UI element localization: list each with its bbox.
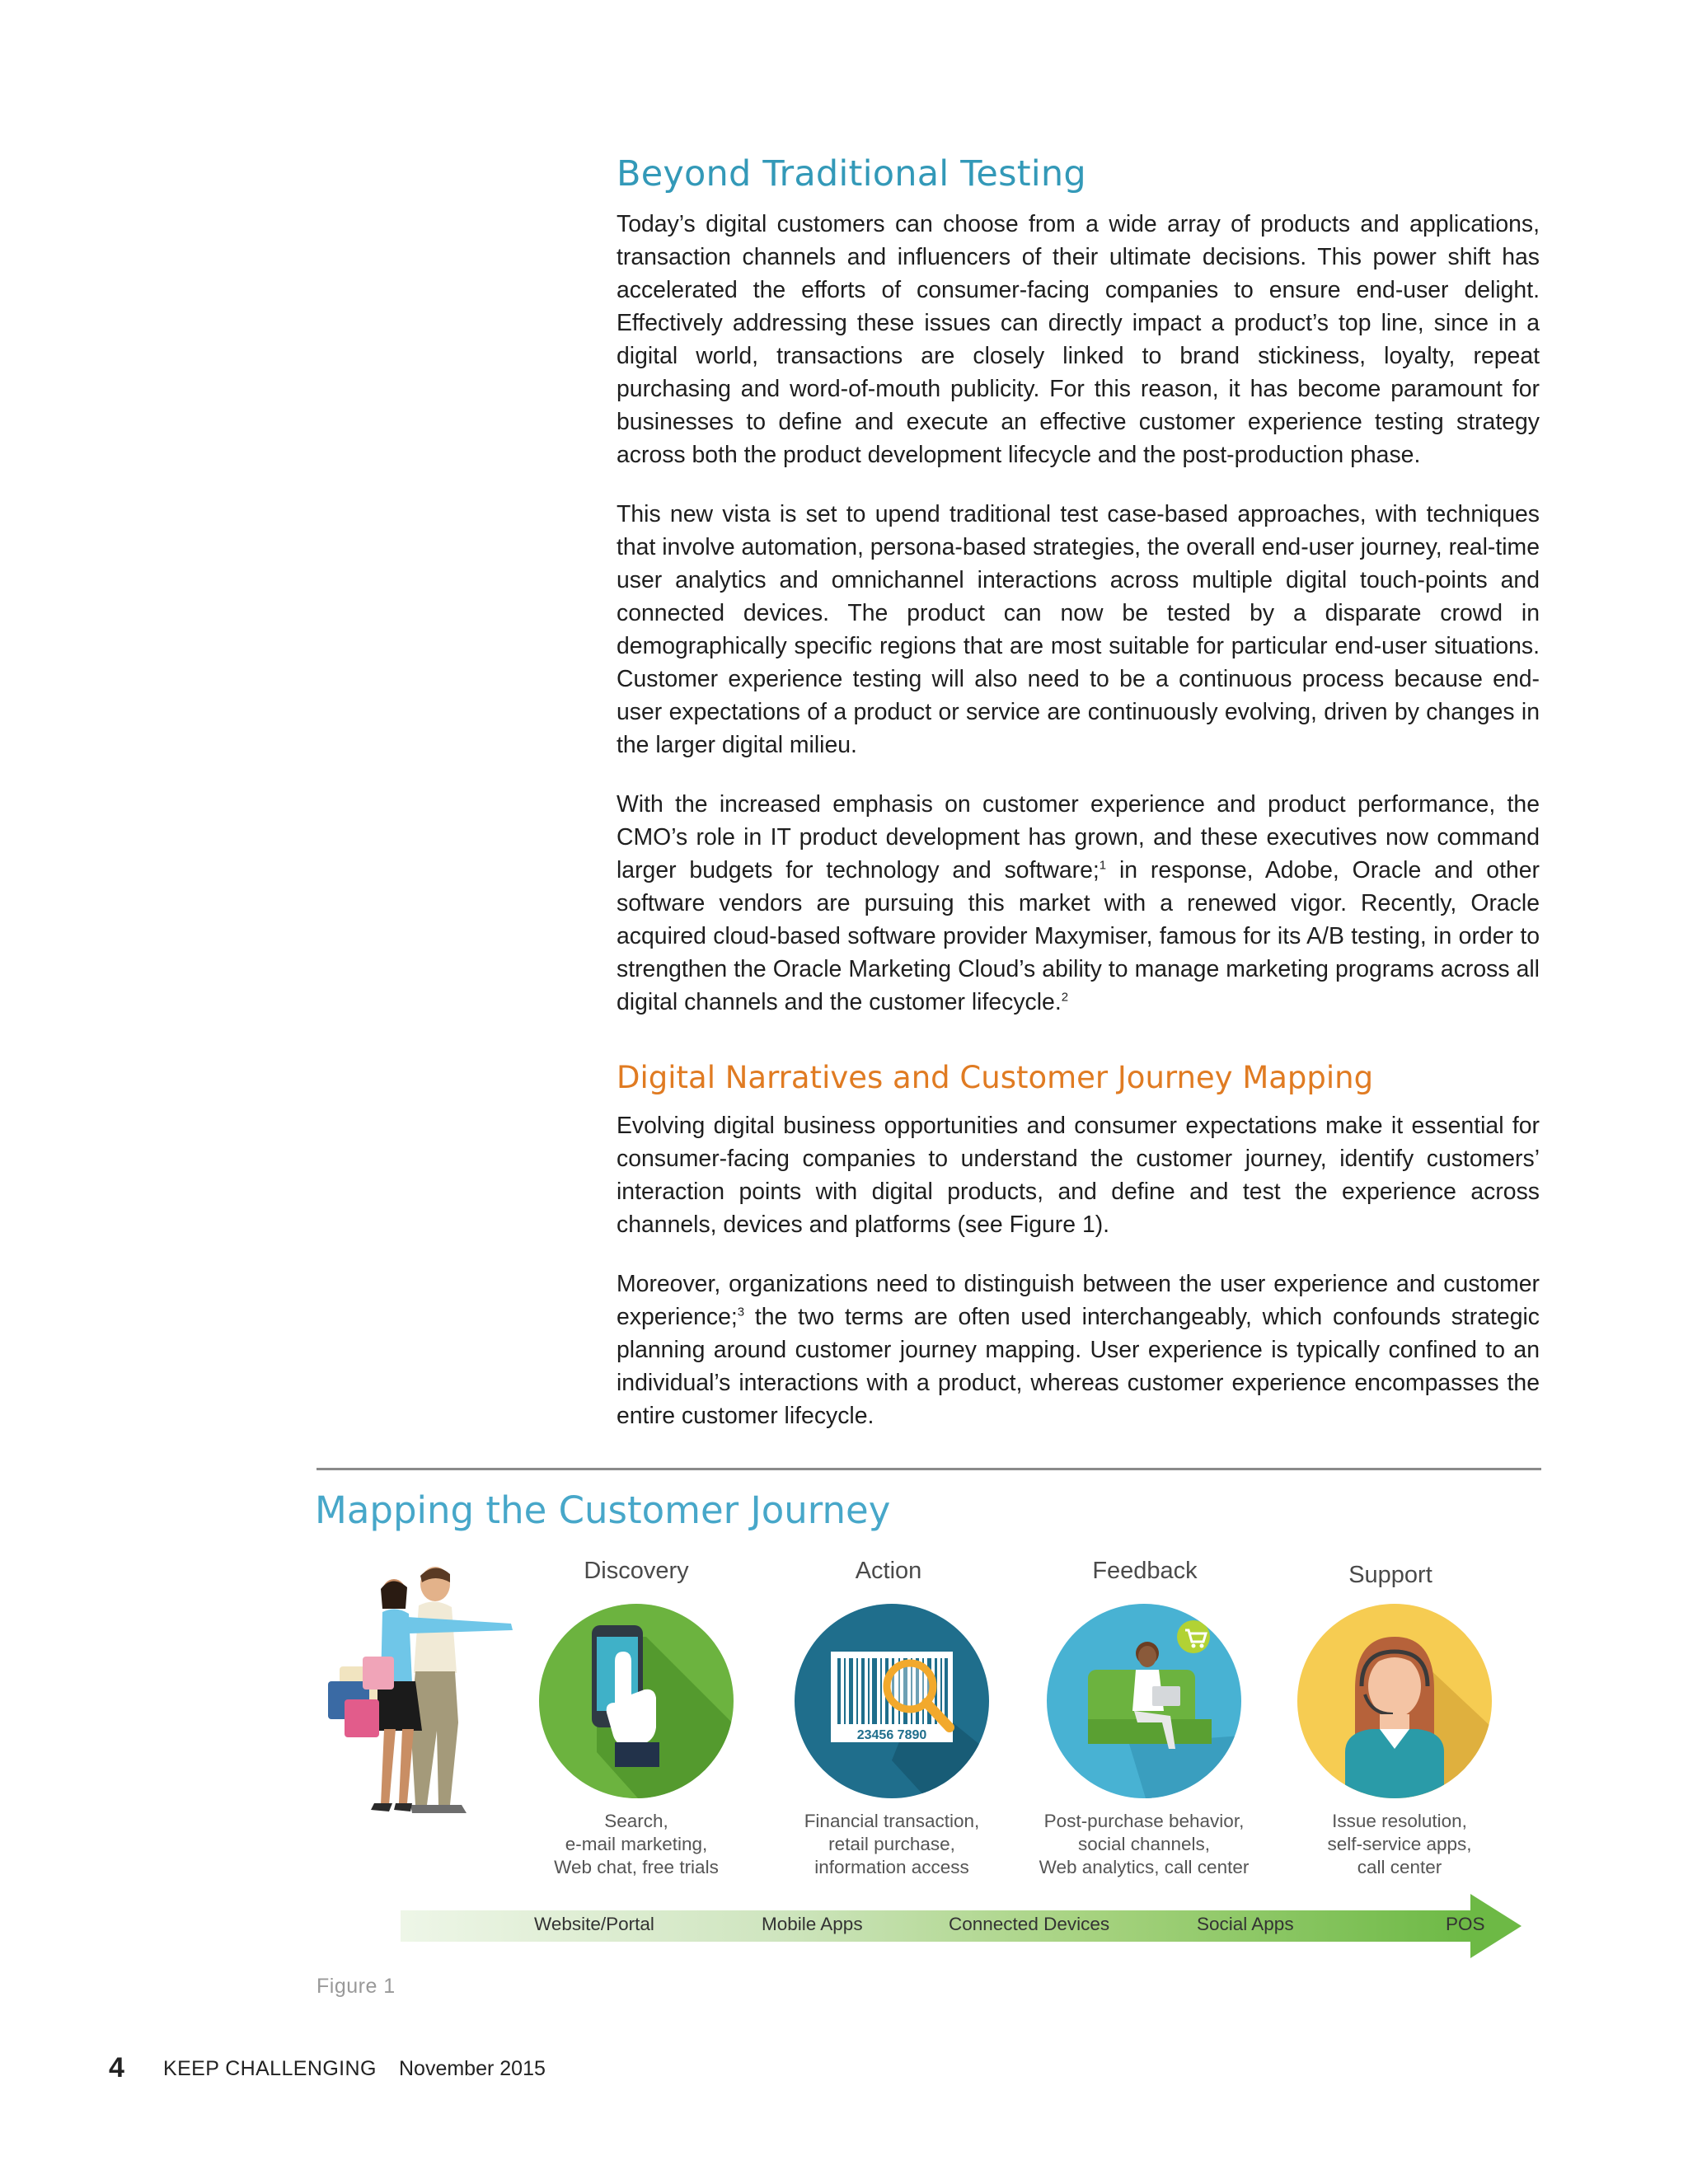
- shoppers-illustration: [313, 1558, 528, 1838]
- stage-title-action: Action: [855, 1558, 922, 1584]
- figure-title: Mapping the Customer Journey: [315, 1488, 891, 1532]
- figure-label: Figure 1: [316, 1975, 396, 1998]
- paragraph: Evolving digital business opportunities and consumer expectations make it essential for consumer-facing companies to understand the customer journey, identify customers’ interaction points with digital products, and define and test the experience across channels, devices and platforms (see Figure 1).: [617, 1113, 1540, 1238]
- barcode-magnifier-icon: [795, 1604, 989, 1798]
- stage-title-feedback: Feedback: [1092, 1558, 1198, 1584]
- publication-name: KEEP CHALLENGING: [163, 2057, 377, 2080]
- smartphone-touch-icon: [539, 1604, 734, 1798]
- page-number: 4: [109, 2052, 124, 2083]
- barcode-number: 23456 7890: [856, 1728, 927, 1742]
- footnote-ref: 3: [737, 1305, 745, 1319]
- subsection-heading: Digital Narratives and Customer Journey Mapping: [617, 1060, 1374, 1095]
- stage-title-discovery: Discovery: [584, 1558, 689, 1584]
- channel-label: Website/Portal: [534, 1914, 654, 1934]
- stage-description: Search, e-mail marketing, Web chat, free trials: [554, 1811, 719, 1877]
- channel-label: Mobile Apps: [762, 1914, 863, 1934]
- paragraph-text: the two terms are often used interchangeably, which confounds strategic planning around customer journey mapping. User experience is typically confined to an individual’s interactions with a product, whereas customer experience encompasses the entire customer lifecycle.: [617, 1304, 1540, 1429]
- paragraph: [617, 788, 1540, 1019]
- stage-title-support: Support: [1348, 1562, 1432, 1588]
- footnote-ref: 2: [1061, 990, 1069, 1005]
- publication-date: November 2015: [399, 2057, 546, 2080]
- divider: [316, 1468, 1541, 1470]
- stage-description: Issue resolution, self-service apps, call center: [1327, 1811, 1472, 1877]
- channel-label: Social Apps: [1197, 1914, 1294, 1934]
- paragraph-text: in response, Adobe, Oracle and other software vendors are pursuing this market with a renewed vigor. Recently, Oracle acquired cloud-based software provider Maxymiser, famous for its A/B testing, in order to strengthen the Oracle Marketing Cloud’s ability to manage marketing programs across all digital channels and the customer lifecycle.: [617, 857, 1540, 1015]
- footnote-ref: 1: [1099, 858, 1107, 873]
- channel-label: Connected Devices: [949, 1914, 1110, 1934]
- paragraph-text: Moreover, organizations need to distinguish between the user experience and customer experience;: [617, 1271, 1540, 1330]
- shopper-laptop-icon: [1047, 1604, 1241, 1798]
- stage-description: Financial transaction, retail purchase, information access: [804, 1811, 980, 1877]
- section-heading: Beyond Traditional Testing: [617, 153, 1086, 194]
- paragraph: Today’s digital customers can choose from a wide array of products and applications, transaction channels and influencers of their ultimate decisions. This power shift has accelerated the efforts of consumer-facing companies to ensure end-user delight. Effectively addressing these issues can directly impact a product’s top line, since in a digital world, transactions are closely linked to brand stickiness, loyalty, repeat purchasing and word-of-mouth publicity. For this reason, it has become paramount for businesses to define and execute an effective customer experience testing strategy across both the product development lifecycle and the post-production phase.: [617, 211, 1540, 468]
- stage-description: Post-purchase behavior, social channels, Web analytics, call center: [1039, 1811, 1250, 1877]
- paragraph: This new vista is set to upend traditional test case-based approaches, with techniques that involve automation, persona-based strategies, the overall end-user journey, real-time user analytics and omnichannel interactions across multiple digital touch-points and connected devices. The product can now be tested by a disparate crowd in demographically specific regions that are most suitable for particular end-user situations. Customer experience testing will also need to be a continuous process because end-user expectations of a product or service are continuously evolving, driven by changes in the larger digital milieu.: [617, 501, 1540, 758]
- paragraph-text: With the increased emphasis on customer experience and product performance, the CMO’s role in IT product development has grown, and these executives now command larger budgets for technology and software;: [617, 791, 1540, 883]
- support-agent-icon: [1297, 1604, 1492, 1798]
- paragraph: [617, 1268, 1540, 1432]
- channel-label: POS: [1446, 1914, 1485, 1934]
